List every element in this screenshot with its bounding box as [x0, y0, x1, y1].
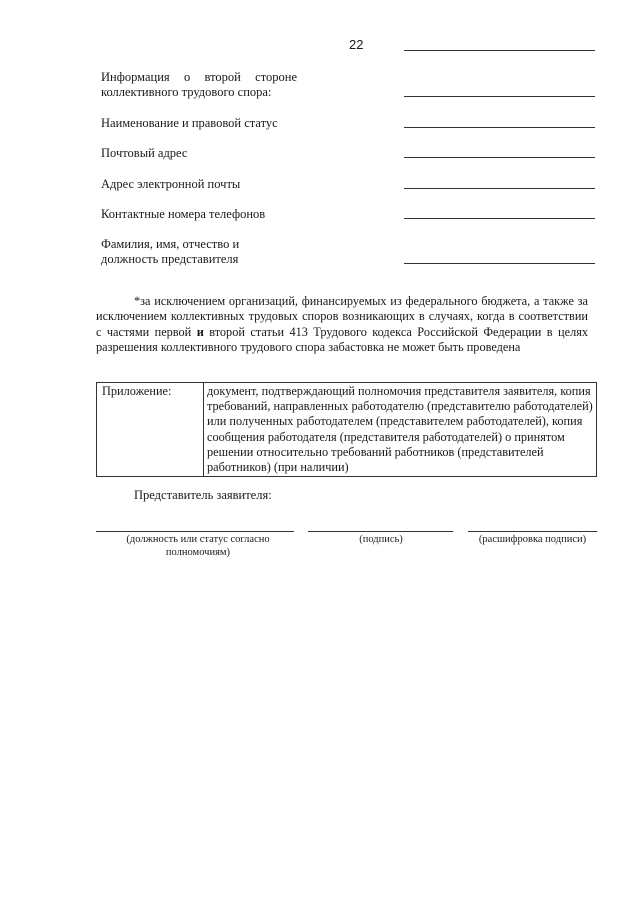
second-party-heading-line-2: коллективного трудового спора:	[101, 85, 272, 99]
attachment-label: Приложение:	[97, 383, 204, 477]
field-label-postal-address: Почтовый адрес	[101, 146, 188, 160]
signature-line-decoding	[468, 531, 597, 532]
field-label-email: Адрес электронной почты	[101, 177, 241, 191]
field-label-phones: Контактные номера телефонов	[101, 207, 266, 221]
attachment-table	[96, 382, 597, 477]
footnote	[96, 294, 588, 355]
signature-caption-decoding: (расшифровка подписи)	[478, 534, 587, 545]
signature-caption-position-line-1: (должность или статус согласно	[126, 534, 270, 545]
footnote-part-2: второй статьи 413 Трудового кодекса Российской Федерации в целях разрешения коллективного трудового спора забастовка не может быть проведена	[96, 324, 589, 354]
signature-caption-position-line-2: полномочиям)	[165, 547, 231, 558]
blank-line-postal-address	[404, 157, 595, 158]
blank-line-representative	[404, 263, 595, 264]
footnote-bold-word: и	[196, 324, 204, 339]
signature-line-signature	[308, 531, 453, 532]
field-label-name-status: Наименование и правовой статус	[101, 116, 278, 130]
signature-caption-signature: (подпись)	[359, 534, 403, 545]
footnote-part-1: *за исключением организаций, финансируемых из федерального бюджета, а также за исключением коллективных трудовых споров возникающих в случаях, когда в соответствии с частями первой	[96, 294, 588, 339]
signature-line-position	[96, 531, 294, 532]
attachment-text: документ, подтверждающий полномочия представителя заявителя, копия требований, направленных работодателю (представителю работодателей) или полученных работодателем (представителем работодателей), копия сообщения работодателя (представителя работодателей) о принятом решении относительно требований работников (представителей работников) (при наличии)	[204, 383, 597, 477]
field-label-representative-line-1: Фамилия, имя, отчество и	[101, 237, 240, 251]
page-number: 22	[349, 37, 364, 52]
blank-line-heading	[404, 96, 595, 97]
signature-title: Представитель заявителя:	[134, 488, 272, 502]
blank-line-email	[404, 188, 595, 189]
second-party-heading-line-1: Информация о второй стороне	[101, 70, 297, 84]
blank-line-top	[404, 50, 595, 51]
blank-line-name-status	[404, 127, 595, 128]
attachment-row	[97, 383, 597, 477]
blank-line-phones	[404, 218, 595, 219]
signature-caption-position	[100, 533, 296, 559]
field-label-representative-line-2: должность представителя	[101, 252, 239, 266]
